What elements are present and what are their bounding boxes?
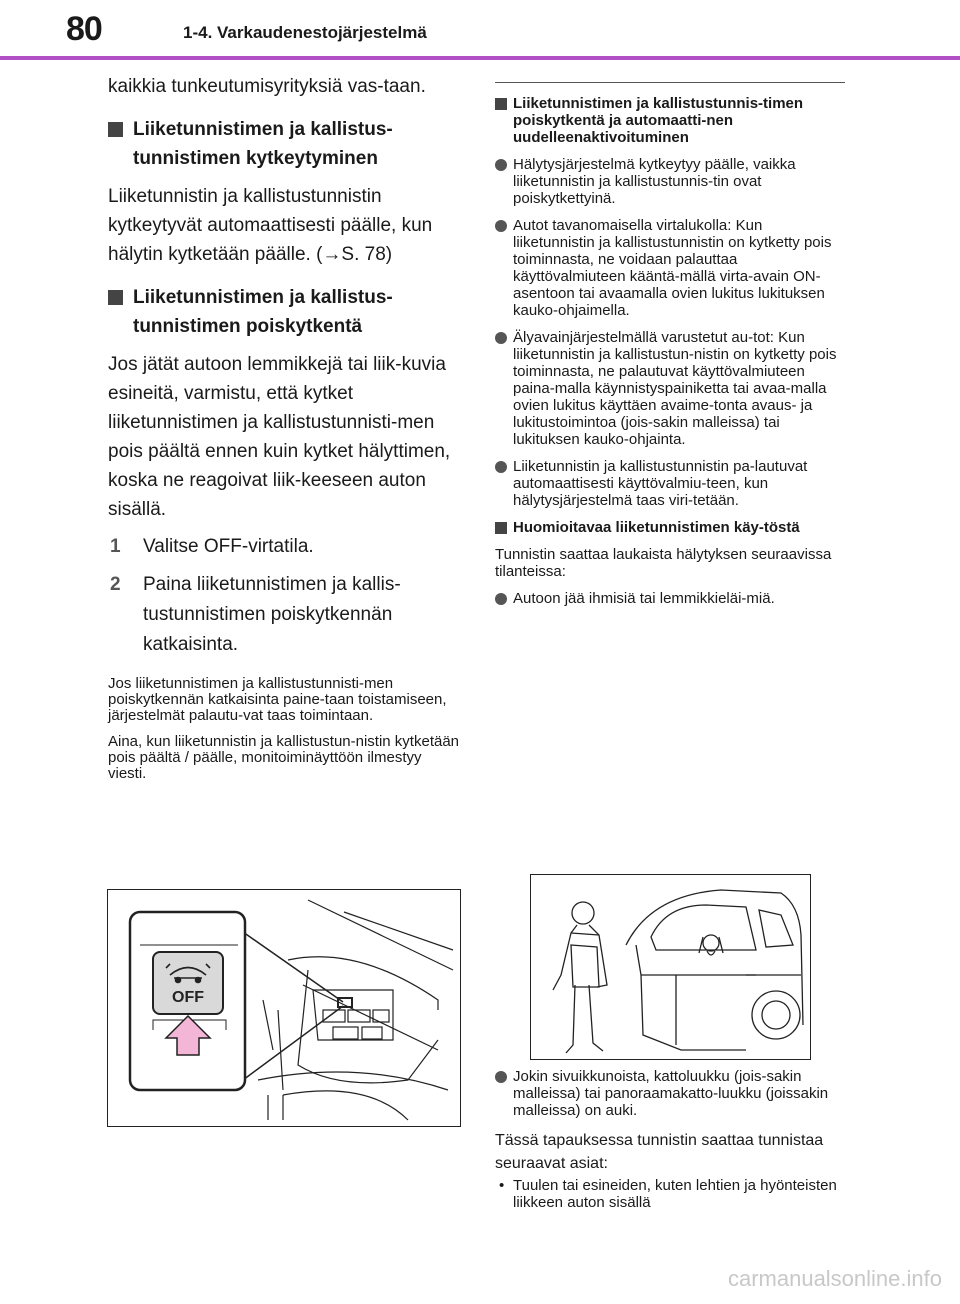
bullet-item: Liiketunnistin ja kallistustunnistin pa-lautuvat automaattisesti käyttövalmiu-teen, kun hälytysjärjestelmä taas viri-tetään. bbox=[495, 458, 845, 509]
step-2 bbox=[108, 570, 462, 660]
watermark: carmanualsonline.info bbox=[727, 1266, 942, 1291]
right-column bbox=[495, 82, 845, 617]
dash-item: • Tuulen tai esineiden, kuten lehtien ja hyönteisten liikkeen auton sisällä bbox=[495, 1177, 845, 1211]
section-body-activation: Liiketunnistin ja kallistustunnistin kytkeytyvät automaattisesti päälle, kun hälytin kytketään päälle. (→S. 78) bbox=[108, 186, 433, 265]
person-dog-car-illustration bbox=[530, 874, 811, 1060]
step-text: Paina liiketunnistimen ja kallis-tustunnistimen poiskytkennän katkaisinta. bbox=[143, 574, 401, 655]
bullet-item: Älyavainjärjestelmällä varustetut au-tot: Kun liiketunnistin ja kallistustun-nistin on kytketty pois toiminnasta, ne palautuvat käyttövalmiuteen paina-malla käynnistyspainiketta tai avaa-malla ovien lukitus käyttäen avaime-tonta avaus- ja lukitustoimintoa (jois-sakin malleissa) tai lukituksen kauko-ohjainta. bbox=[495, 329, 845, 448]
section-heading-deactivation: Liiketunnistimen ja kallistus-tunnistimen poiskytkentä bbox=[108, 283, 462, 341]
bullet-item: Jokin sivuikkunoista, kattoluukku (jois-sakin malleissa) tai panoraamakatto-luukku (joissakin malleissa) on auki. bbox=[495, 1068, 845, 1119]
overhead-console-illustration bbox=[107, 889, 461, 1127]
header-rule bbox=[0, 56, 960, 60]
motion-sensor-intro: Tunnistin saattaa laukaista hälytyksen seuraavissa tilanteissa: bbox=[495, 546, 832, 580]
bullet-item: Hälytysjärjestelmä kytkeytyy päälle, vaikka liiketunnistin ja kallistustunnis-tin ovat poiskytkettyinä. bbox=[495, 156, 845, 207]
intro-text: kaikkia tunkeutumisyrityksiä vas-taan. bbox=[108, 76, 426, 97]
page-header bbox=[0, 0, 960, 62]
note-display-message: Aina, kun liiketunnistin ja kallistustun-nistin kytketään pois päältä / päälle, monitoiminäyttöön ilmestyy viesti. bbox=[108, 733, 460, 782]
bullet-item: Autoon jää ihmisiä tai lemmikkieläi-miä. bbox=[495, 590, 845, 607]
left-column bbox=[108, 72, 462, 782]
chapter-title: 1-4. Varkaudenestojärjestelmä bbox=[183, 23, 427, 42]
page-number: 80 bbox=[66, 10, 102, 48]
step-1 bbox=[108, 532, 462, 562]
column-rule bbox=[495, 82, 845, 83]
section-heading-activation: Liiketunnistimen ja kallistus-tunnistimen kytkeytyminen bbox=[108, 115, 462, 173]
step-number: 2 bbox=[110, 574, 121, 595]
bullet-item: Autot tavanomaisella virtalukolla: Kun liiketunnistin ja kallistustunnistin on kytketty pois toiminnasta, ne voidaan palauttaa käyttövalmiuteen kääntä-mällä virta-avain ON-asentoon tai avaamalla ovien lukitus lukituksen kauko-ohjaimella. bbox=[495, 217, 845, 319]
section-heading-reactivation: Liiketunnistimen ja kallistustunnis-timen poiskytkentä ja automaatti-nen uudelleenaktivoituminen bbox=[495, 95, 845, 146]
off-button-label: OFF bbox=[172, 989, 204, 1006]
step-text: Valitse OFF-virtatila. bbox=[143, 536, 314, 557]
section-body-deactivation: Jos jätät autoon lemmikkejä tai liik-kuvia esineitä, varmistu, että kytket liiketunnistimen ja kallistustunnisti-men pois päältä ennen kuin kytket hälyttimen, koska ne reagoivat liik-keeseen auton sisällä. bbox=[108, 354, 451, 520]
followup-text: Tässä tapauksessa tunnistin saattaa tunnistaa seuraavat asiat: bbox=[495, 1132, 824, 1172]
step-number: 1 bbox=[110, 536, 121, 557]
note-repeat-press: Jos liiketunnistimen ja kallistustunnisti-men poiskytkennän katkaisinta paine-taan toistamiseen, järjestelmät palautu-vat taas toimintaan. bbox=[108, 675, 447, 724]
right-column-lower bbox=[495, 1068, 845, 1211]
section-heading-motion-sensor-notes: Huomioitavaa liiketunnistimen käy-töstä bbox=[495, 519, 845, 536]
